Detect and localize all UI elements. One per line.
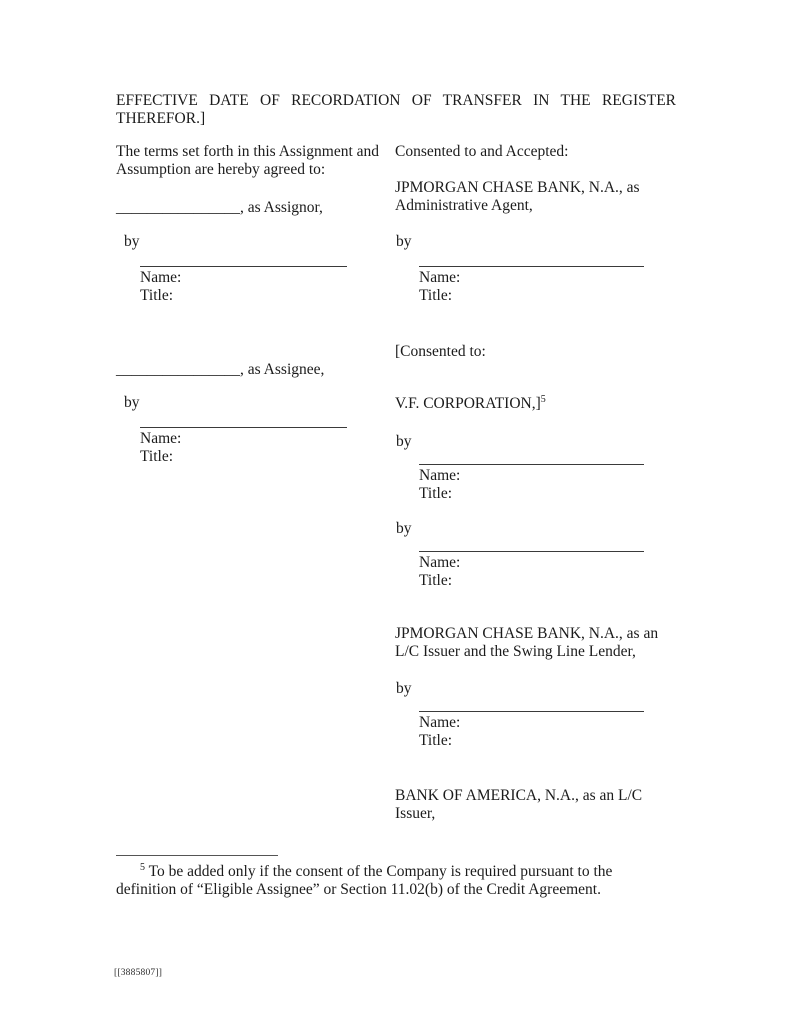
header-line-1: EFFECTIVE DATE OF RECORDATION OF TRANSFER IN THE REGISTER	[116, 92, 676, 109]
by-label: by	[396, 233, 412, 250]
consented-to-heading: [Consented to:	[395, 343, 486, 360]
signature-rule	[419, 266, 644, 267]
assignee-signature-line: ________________, as Assignee,	[116, 361, 325, 378]
footnote-reference-marker: 5	[540, 393, 546, 405]
signature-rule	[140, 427, 347, 428]
name-label: Name:	[140, 269, 182, 286]
name-label: Name:	[140, 430, 182, 447]
jpmorgan-admin-agent-name: JPMORGAN CHASE BANK, N.A., as Administrative Agent,	[395, 179, 640, 214]
signature-rule	[419, 464, 644, 465]
name-label: Name:	[419, 714, 461, 731]
title-label: Title:	[419, 485, 453, 502]
assignor-signature-line: ________________, as Assignor,	[116, 199, 323, 216]
title-label: Title:	[419, 732, 453, 749]
footnote	[116, 863, 676, 899]
title-label: Title:	[419, 572, 453, 589]
by-label: by	[124, 394, 140, 411]
bank-of-america-name: BANK OF AMERICA, N.A., as an L/C Issuer,	[395, 787, 643, 822]
vf-corporation-text: V.F. CORPORATION,]	[395, 395, 541, 412]
title-label: Title:	[419, 287, 453, 304]
signature-rule	[419, 711, 644, 712]
by-label: by	[124, 233, 140, 250]
name-label: Name:	[419, 554, 461, 571]
consented-accepted-heading: Consented to and Accepted:	[395, 143, 569, 160]
jpmorgan-lc-issuer-name: JPMORGAN CHASE BANK, N.A., as an L/C Issuer and the Swing Line Lender,	[395, 625, 659, 660]
signature-rule	[140, 266, 347, 267]
by-label: by	[396, 520, 412, 537]
by-label: by	[396, 680, 412, 697]
by-label: by	[396, 433, 412, 450]
signature-rule	[419, 551, 644, 552]
footnote-text: To be added only if the consent of the Company is required pursuant to the definition of “Eligible Assignee” or Section 11.02(b) of the Credit Agreement.	[116, 863, 613, 898]
header-line-2: THEREFOR.]	[116, 110, 206, 127]
vf-corporation-name	[395, 395, 546, 413]
agreement-terms-paragraph: The terms set forth in this Assignment and Assumption are hereby agreed to:	[116, 143, 380, 178]
footnote-separator-rule	[116, 855, 278, 856]
name-label: Name:	[419, 269, 461, 286]
title-label: Title:	[140, 287, 174, 304]
footnote-number: 5	[140, 861, 145, 873]
name-label: Name:	[419, 467, 461, 484]
title-label: Title:	[140, 448, 174, 465]
document-number: [[3885807]]	[114, 968, 163, 978]
